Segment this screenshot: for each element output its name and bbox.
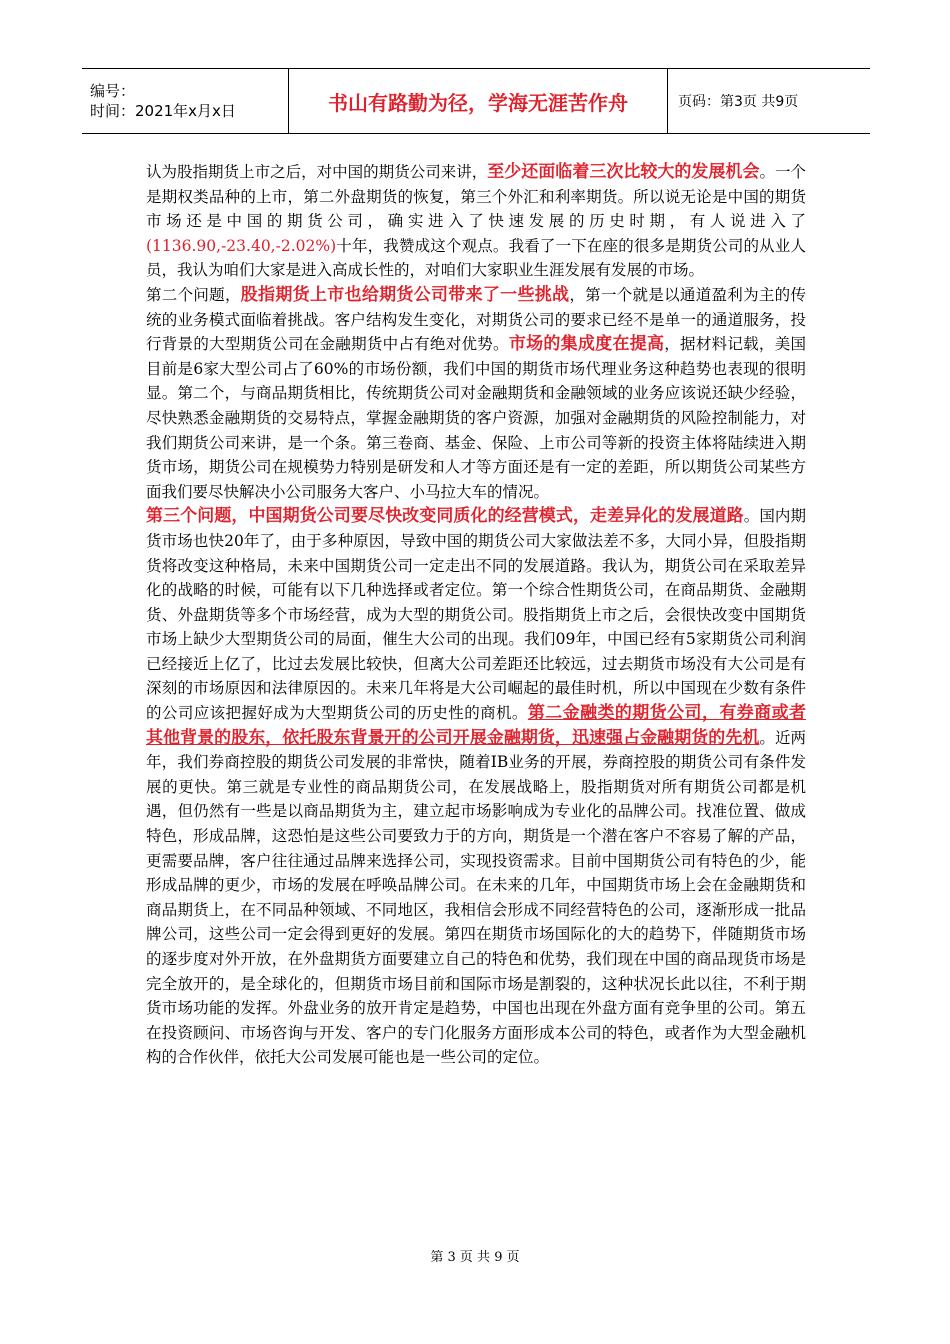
header-page-label: 页码：第3页 共9页 (678, 94, 799, 110)
header-meta (82, 69, 289, 134)
p3-highlight-2: 第二金融类的期货公司，有券商或者其他背景的股东，依托股东背景开的公司开展金融期货，迅速强占金融期货的先机 (146, 703, 806, 748)
p3-highlight-1: 第三个问题，中国期货公司要尽快改变同质化的经营模式，走差异化的发展道路 (146, 506, 744, 527)
paragraph-2 (146, 283, 806, 504)
p1-highlight-1: 至少还面临着三次比较大的发展机会 (487, 162, 760, 182)
p1-text-3: 十年，我赞成这个观点。我看了一下在座的很多是期货公司的从业人员，我认为咱们大家是进入高成长性的，对咱们大家职业生涯发展有发展的市场。 (146, 236, 806, 280)
p1-index-quote: (1136.90,-23.40,-2.02%) (146, 236, 337, 255)
p2-text-3: ，据材料记载，美国目前是6家大型公司占了60%的市场份额，我们中国的期货市场代理业务这种趋势也表现的很明显。第二个，与商品期货相比，传统期货公司对金融期货和金融领域的业务应该说还缺少经验，尽快熟悉金融期货的交易特点，掌握金融期货的客户资源，加强对金融期货的风险控制能力，对我们期货公司来讲，是一个条。第三卷商、基金、保险、上市公司等新的投资主体将陆续进入期货市场，期货公司在规模势力特别是研发和人才等方面还是有一定的差距，所以期货公司某些方面我们要尽快解决小公司服务大客户、小马拉大车的情况。 (146, 335, 806, 501)
document-header (82, 68, 870, 134)
paragraph-1 (146, 160, 806, 283)
header-motto: 书山有路勤为径，学海无涯苦作舟 (289, 69, 668, 134)
p2-text-2: ，第一个就是以通道盈利为主的传统的业务模式面临着挑战。客户结构发生变化，对期货公司的要求已经不是单一的通道服务，投行背景的大型期货公司在金融期货中占有绝对优势。 (146, 285, 806, 354)
document-body (146, 160, 806, 1070)
serial-label: 编号： (90, 82, 136, 100)
date-label: 时间：2021年x月x日 (90, 102, 236, 120)
p2-highlight-2: 市场的集成度在提高 (508, 334, 665, 355)
p1-text-2: 。一个是期权类品种的上市，第二外盘期货的恢复，第三个外汇和利率期货。所以说无论是中国的期货市场还是中国的期货公司，确实进入了快速发展的历史时期，有人说进入了 (146, 163, 806, 231)
p2-highlight-1: 股指期货上市也给期货公司带来了一些挑战 (240, 284, 570, 305)
p3-text-2: 。近两年，我们券商控股的期货公司发展的非常快，随着IB业务的开展，券商控股的期货公司有条件发展的更快。第三就是专业性的商品期货公司，在发展战略上，股指期货对所有期货公司都是机遇，但仍然有一些是以商品期货为主，建立起市场影响成为专业化的品牌公司。找准位置、做成特色，形成品牌，这恐怕是这些公司要致力于的方向，期货是一个潜在客户不容易了解的产品，更需要品牌，客户往往通过品牌来选择公司，实现投资需求。目前中国期货公司有特色的少，能形成品牌的更少，市场的发展在呼唤品牌公司。在未来的几年，中国期货市场上会在金融期货和商品期货上，在不同品种领域、不同地区，我相信会形成不同经营特色的公司，逐渐形成一批品牌公司，这些公司一定会得到更好的发展。第四在期货市场国际化的大的趋势下，伴随期货市场的逐步度对外开放，在外盘期货方面要建立自己的特色和优势，我们现在中国的商品现货市场是完全放开的，是全球化的，但期货市场目前和国际市场是割裂的，这种状况长此以往，不利于期货市场功能的发挥。外盘业务的放开肯定是趋势，中国也出现在外盘方面有竞争里的公司。第五在投资顾问、市场咨询与开发、客户的专门化服务方面形成本公司的特色，或者作为大型金融机构的合作伙伴，依托大公司发展可能也是一些公司的定位。 (146, 728, 806, 1067)
p2-text-1: 第二个问题， (146, 285, 241, 304)
page-footer: 第 3 页 共 9 页 (430, 1250, 520, 1265)
p1-text-1: 认为股指期货上市之后，对中国的期货公司来讲， (146, 163, 488, 181)
p3-text-1: 。国内期货市场也快20年了，由于多种原因，导致中国的期货公司大家做法差不多，大同小异，但股指期货将改变这种格局，未来中国期货公司一定走出不同的发展道路。我认为，期货公司在采取差异化的战略的时候，可能有以下几种选择或者定位。第一个综合性期货公司，在商品期货、金融期货、外盘期货等多个市场经营，成为大型的期货公司。股指期货上市之后，会很快改变中国期货市场上缺少大型期货公司的局面，催生大公司的出现。我们09年，中国已经有5家期货公司利润已经接近上亿了，比过去发展比较快，但离大公司差距还比较远，过去期货市场没有大公司是有深刻的市场原因和法律原因的。未来几年将是大公司崛起的最佳时机，所以中国现在少数有条件的公司应该把握好成为大型期货公司的历史性的商机。 (146, 507, 806, 723)
paragraph-3 (146, 504, 806, 1070)
